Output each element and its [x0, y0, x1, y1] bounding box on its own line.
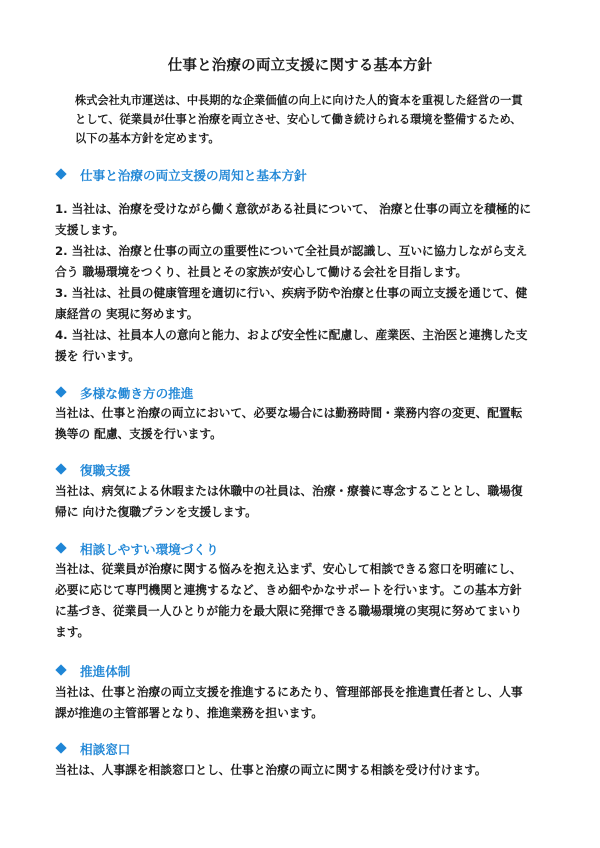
- section-body-promotion-structure: [55, 682, 555, 724]
- intro-line: 株式会社丸市運送は、中長期的な企業価値の向上に向けた人的資本を重視した経営の一貫: [75, 94, 523, 107]
- section-body-awareness: [55, 199, 555, 367]
- body-line: に基づき、従業員一人ひとりが能力を最大限に発揮できる職場環境の実現に努めてまいり: [55, 604, 523, 618]
- body-line: 合う 職場環境をつくり、社員とその家族が安心して働ける会社を目指します。: [55, 265, 468, 279]
- section-heading-promotion-structure: [55, 660, 130, 680]
- section-heading-consultation-environment: [55, 538, 219, 558]
- intro-line: として、従業員が仕事と治療を両立させ、安心して働き続けられる環境を整備するため、: [75, 113, 522, 126]
- diamond-icon: [55, 542, 66, 553]
- section-heading-text: 復職支援: [80, 462, 131, 478]
- body-line: 換等の 配慮、支援を行います。: [55, 427, 222, 441]
- body-line: 当社は、病気による休暇または休職中の社員は、治療・療養に専念することとし、職場復: [55, 484, 523, 498]
- section-heading-text: 推進体制: [80, 663, 131, 679]
- body-line: 3. 当社は、社員の健康管理を適切に行い、疾病予防や治療と仕事の両立支援を通じて、健: [55, 286, 528, 300]
- section-body-return-to-work: [55, 481, 555, 523]
- section-heading-text: 相談しやすい環境づくり: [80, 541, 219, 557]
- diamond-icon: [55, 386, 66, 397]
- section-heading-flexible-work: [55, 382, 193, 402]
- section-heading-return-to-work: [55, 459, 130, 479]
- body-line: 4. 当社は、社員本人の意向と能力、および安全性に配慮し、産業医、主治医と連携した支: [55, 328, 528, 342]
- diamond-icon: [55, 463, 66, 474]
- body-line: 援を 行います。: [55, 349, 140, 363]
- body-line: 2. 当社は、治療と仕事の両立の重要性について全社員が認識し、互いに協力しながら支え: [55, 244, 528, 258]
- body-line: 当社は、仕事と治療の両立において、必要な場合には勤務時間・業務内容の変更、配置転: [55, 406, 523, 420]
- diamond-icon: [55, 742, 66, 753]
- section-heading-text: 仕事と治療の両立支援の周知と基本方針: [80, 167, 307, 183]
- body-line: 支援します。: [55, 223, 125, 237]
- diamond-icon: [55, 168, 66, 179]
- section-heading-contact-desk: [55, 738, 130, 758]
- body-line: 帰に 向けた復職プランを支援します。: [55, 505, 257, 519]
- body-line: 当社は、人事課を相談窓口とし、仕事と治療の両立に関する相談を受け付けます。: [55, 763, 487, 777]
- body-line: 課が推進の主管部署となり、推進業務を担います。: [55, 706, 323, 720]
- section-heading-awareness: [55, 164, 307, 184]
- section-heading-text: 多様な働き方の推進: [80, 385, 194, 401]
- body-line: ます。: [55, 625, 90, 639]
- section-body-consultation-environment: [55, 559, 555, 643]
- body-line: 康経営の 実現に努めます。: [55, 307, 199, 321]
- body-line: 必要に応じて専門機関と連携するなど、きめ細やかなサポートを行います。この基本方針: [55, 583, 522, 597]
- page-title: 仕事と治療の両立支援に関する基本方針: [167, 58, 433, 74]
- section-heading-text: 相談窓口: [80, 741, 131, 757]
- body-line: 1. 当社は、治療を受けながら働く意欲がある社員について、 治療と仕事の両立を積極的に: [55, 202, 532, 216]
- body-line: 当社は、仕事と治療の両立支援を推進するにあたり、管理部部長を推進責任者とし、人事: [55, 685, 523, 699]
- body-line: 当社は、従業員が治療に関する悩みを抱え込まず、安心して相談できる窓口を明確にし、: [55, 562, 522, 576]
- diamond-icon: [55, 664, 66, 675]
- section-body-flexible-work: [55, 403, 555, 445]
- intro-line: 以下の基本方針を定めます。: [75, 132, 220, 145]
- intro-paragraph: [75, 91, 535, 148]
- section-body-contact-desk: [55, 760, 555, 781]
